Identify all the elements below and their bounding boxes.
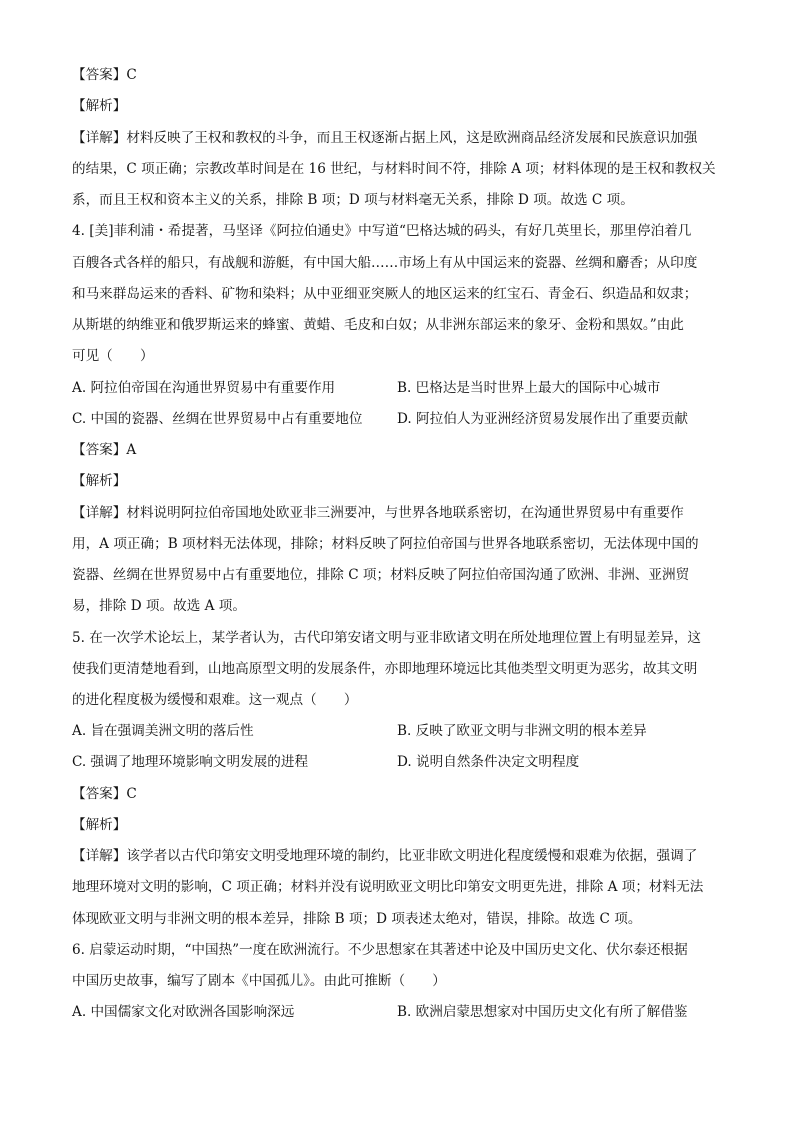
option-c: C. 中国的瓷器、丝绸在世界贸易中占有重要地位 [72,411,363,427]
option-a: A. 旨在强调美洲文明的落后性 [72,723,254,739]
option-b: B. 反映了欧亚文明与非洲文明的根本差异 [397,723,647,739]
answer-label: 【答案】C [72,67,137,83]
analysis-label: 【解析】 [72,817,127,833]
question-stem-line: 的进化程度极为缓慢和艰难。这一观点（ ） [72,692,358,708]
detail-line: 【详解】材料反映了王权和教权的斗争，而且王权逐渐占据上风，这是欧洲商品经济发展和民族意识加强 [72,130,698,146]
option-b: B. 巴格达是当时世界上最大的国际中心城市 [397,380,661,396]
answer-label: 【答案】A [72,442,137,458]
question-stem-line: 5. 在一次学术论坛上，某学者认为，古代印第安诸文明与亚非欧诸文明在所处地理位置上有明显差异，这 [72,630,702,646]
question-stem-line: 中国历史故事，编写了剧本《中国孤儿》。由此可推断（ ） [72,973,446,989]
analysis-label: 【解析】 [72,473,127,489]
option-d: D. 说明自然条件决定文明程度 [397,754,580,770]
detail-line: 易，排除 D 项。故选 A 项。 [72,598,246,614]
detail-line: 瓷器、丝绸在世界贸易中占有重要地位，排除 C 项；材料反映了阿拉伯帝国沟通了欧洲、非洲、亚洲贸 [72,567,690,583]
answer-label: 【答案】C [72,786,137,802]
question-stem-line: 4. [美]菲利浦・希提著，马坚译《阿拉伯通史》中写道“巴格达城的码头，有好几英里长，那里停泊着几 [72,223,692,239]
detail-line: 【详解】该学者以古代印第安文明受地理环境的制约，比亚非欧文明进化程度缓慢和艰难为依据，强调了 [72,848,698,864]
detail-line: 系，而且王权和资本主义的关系，排除 B 项；D 项与材料毫无关系，排除 D 项。故选 C 项。 [72,192,634,208]
detail-line: 地理环境对文明的影响，C 项正确；材料并没有说明欧亚文明比印第安文明更先进，排除 A 项；材料无法 [72,879,704,895]
option-a: A. 阿拉伯帝国在沟通世界贸易中有重要作用 [72,380,336,396]
detail-line: 体现欧亚文明与非洲文明的根本差异，排除 B 项；D 项表述太绝对，错误，排除。故选 C 项。 [72,911,642,927]
analysis-label: 【解析】 [72,98,127,114]
detail-line: 用，A 项正确；B 项材料无法体现，排除；材料反映了阿拉伯帝国与世界各地联系密切，无法体现中国的 [72,536,699,552]
option-a: A. 中国儒家文化对欧洲各国影响深远 [72,1004,295,1020]
question-stem-line: 使我们更清楚地看到，山地高原型文明的发展条件，亦即地理环境远比其他类型文明更为恶劣，故其文明 [72,661,698,677]
detail-line: 【详解】材料说明阿拉伯帝国地处欧亚非三洲要冲，与世界各地联系密切，在沟通世界贸易中有重要作 [72,505,684,521]
option-c: C. 强调了地理环境影响文明发展的进程 [72,754,309,770]
question-stem-line: 6. 启蒙运动时期，“中国热”一度在欧洲流行。不少思想家在其著述中论及中国历史文化、伏尔泰还根据 [72,942,688,958]
question-stem-line: 可见（ ） [72,348,154,364]
option-b: B. 欧洲启蒙思想家对中国历史文化有所了解借鉴 [397,1004,688,1020]
option-d: D. 阿拉伯人为亚洲经济贸易发展作出了重要贡献 [397,411,688,427]
question-stem-line: 和马来群岛运来的香料、矿物和染料；从中亚细亚突厥人的地区运来的红宝石、青金石、织造品和奴隶； [72,286,698,302]
question-stem-line: 百艘各式各样的船只，有战舰和游艇，有中国大船……市场上有从中国运来的瓷器、丝绸和麝香；从印度 [72,255,698,271]
question-stem-line: 从斯堪的纳维亚和俄罗斯运来的蜂蜜、黄蜡、毛皮和白奴；从非洲东部运来的象牙、金粉和黑奴。”由此 [72,317,684,333]
detail-line: 的结果，C 项正确；宗教改革时间是在 16 世纪，与材料时间不符，排除 A 项；材料体现的是王权和教权关 [72,161,716,177]
